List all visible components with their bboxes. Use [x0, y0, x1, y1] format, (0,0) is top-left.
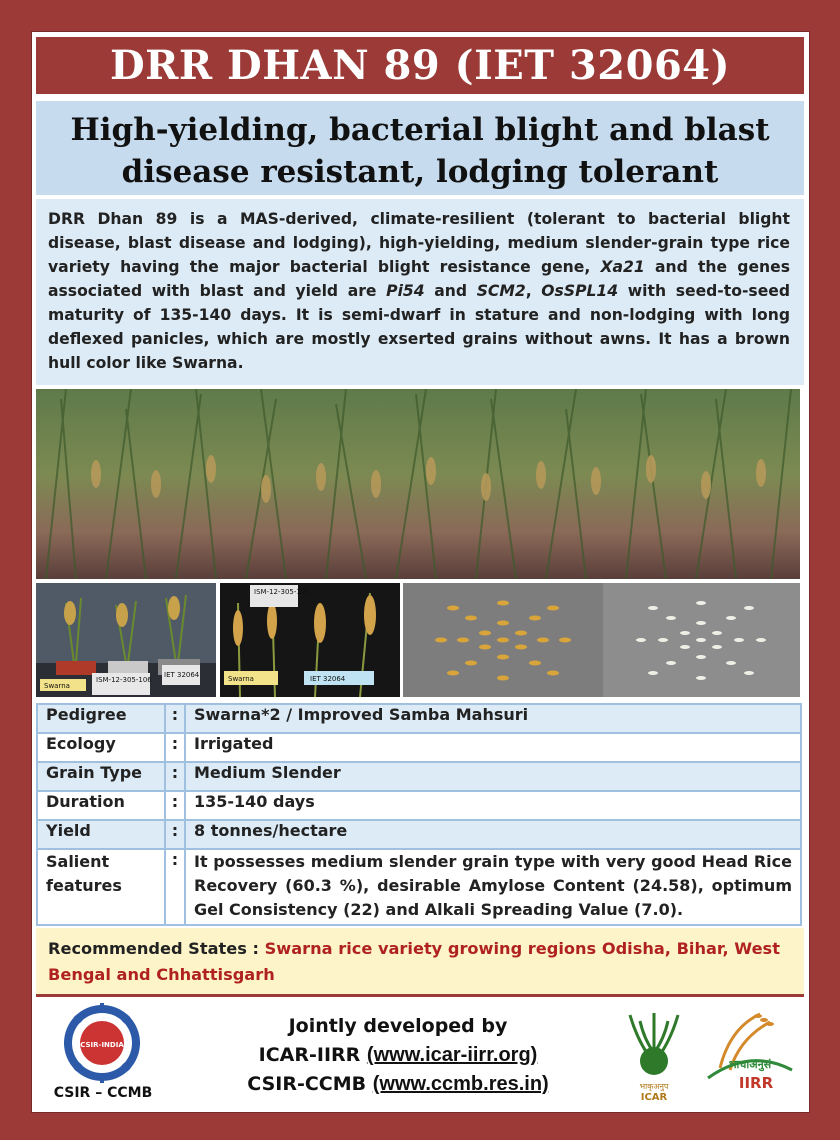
iirr-text: IIRR: [738, 1074, 774, 1092]
row-value: 135-140 days: [185, 791, 801, 820]
subtitle-line-1: High-yielding, bacterial blight and blast: [70, 112, 770, 148]
credits-heading: Jointly developed by: [288, 1015, 508, 1037]
icar-hindi-text: भाकृअनुप: [639, 1082, 669, 1091]
row-key: Duration: [37, 791, 165, 820]
ccmb-website-link[interactable]: (www.ccmb.res.in): [372, 1073, 549, 1095]
label-iet-1: IET 32064: [164, 671, 200, 679]
icar-logo: [618, 1003, 690, 1103]
gene-name: Xa21: [600, 258, 645, 276]
potted-plants-photo: [36, 583, 216, 697]
row-separator: :: [165, 791, 185, 820]
credits-ccmb: [180, 1070, 616, 1099]
variety-description: [36, 199, 804, 385]
label-swarna-2: Swarna: [228, 675, 254, 683]
grain-spiral-photo: [403, 583, 800, 697]
row-key: Pedigree: [37, 704, 165, 733]
row-key: Ecology: [37, 733, 165, 762]
ccmb-name: CSIR-CCMB: [247, 1073, 373, 1095]
field-crop-photo: [36, 389, 800, 579]
row-key: Grain Type: [37, 762, 165, 791]
table-row: [37, 849, 801, 925]
poster-subtitle: [36, 101, 804, 195]
table-row: [37, 733, 801, 762]
desc-text: DRR Dhan 89 is a MAS-derived, climate-resilient (tolerant to bacterial blight disease, blast disease and lodging), high-yielding, medium slender-grain type rice variety having the major bacterial blight resistance gene,: [48, 210, 790, 276]
row-key: Salient features: [37, 849, 165, 925]
row-separator: :: [165, 704, 185, 733]
table-row: [37, 820, 801, 849]
credits-iirr: [180, 1041, 616, 1070]
table-row: [37, 791, 801, 820]
csir-ccmb-label: CSIR – CCMB: [53, 1085, 153, 1101]
gene-name: OsSPL14: [541, 282, 619, 300]
panicles-photo: [220, 583, 400, 697]
gene-name: SCM2: [476, 282, 526, 300]
gene-name: Pi54: [386, 282, 425, 300]
iirr-logo: [700, 1008, 800, 1098]
row-separator: :: [165, 733, 185, 762]
iirr-hindi-text: भाचाअनुसं: [728, 1058, 772, 1071]
label-ism-2: ISM-12-305-106: [254, 588, 310, 596]
recommended-states: [36, 928, 804, 997]
row-separator: :: [165, 849, 185, 925]
table-row: [37, 704, 801, 733]
variety-info-table: [36, 703, 802, 926]
desc-text: with seed-to-seed maturity of 135-140 days. It is semi-dwarf in stature and non-lodging with long deflexed panicles, which are mostly exserted grains without awns. It has a brown hull color like Swarna.: [48, 282, 791, 372]
table-row: [37, 762, 801, 791]
label-swarna-1: Swarna: [44, 682, 70, 690]
csir-logo: [52, 1003, 152, 1083]
row-value: Swarna*2 / Improved Samba Mahsuri: [185, 704, 801, 733]
recommended-value: Swarna rice variety growing regions Odisha, Bihar, West Bengal and Chhattisgarh: [48, 939, 780, 984]
row-separator: :: [165, 820, 185, 849]
subtitle-line-2: disease resistant, lodging tolerant: [121, 154, 719, 190]
icar-text: ICAR: [640, 1092, 668, 1103]
row-key: Yield: [37, 820, 165, 849]
poster-title: DRR DHAN 89 (IET 32064): [36, 37, 804, 94]
csir-logo-text: CSIR-INDIA: [80, 1041, 124, 1049]
desc-text: and the genes associated with blast and yield are: [48, 258, 790, 300]
row-value: Irrigated: [185, 733, 801, 762]
row-value: 8 tonnes/hectare: [185, 820, 801, 849]
label-iet-2: IET 32064: [310, 675, 346, 683]
row-separator: :: [165, 762, 185, 791]
row-value: Medium Slender: [185, 762, 801, 791]
joint-development-credits: [180, 1012, 616, 1099]
iirr-website-link[interactable]: (www.icar-iirr.org): [366, 1044, 538, 1066]
recommended-label: Recommended States :: [48, 939, 265, 958]
label-ism-1: ISM-12-305-106: [96, 676, 152, 684]
desc-text: and: [424, 282, 477, 300]
iirr-name: ICAR-IIRR: [258, 1044, 367, 1066]
row-value: It possesses medium slender grain type with very good Head Rice Recovery (60.3 %), desirable Amylose Content (24.58), optimum Gel Consistency (22) and Alkali Spreading Value (7.0).: [185, 849, 801, 925]
desc-text: ,: [525, 282, 542, 300]
